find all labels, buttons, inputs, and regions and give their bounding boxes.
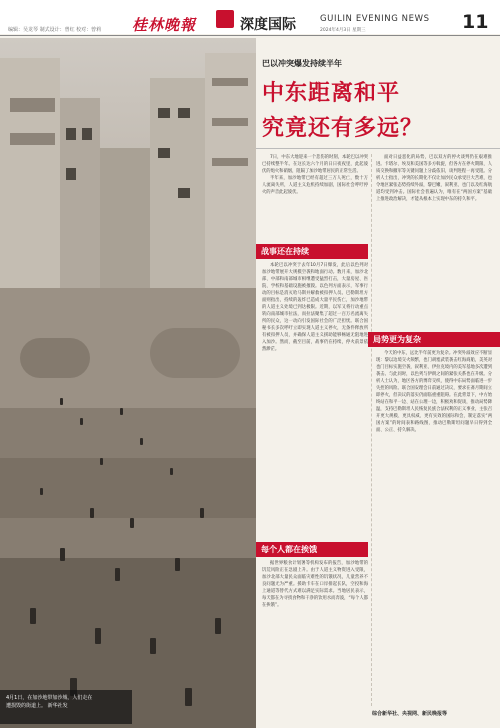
section-body-complex [376,350,492,706]
source-credit: 综合新华社、央视网、新民晚报等 [372,711,448,717]
body-paragraph: 据世界粮食计划署等机构发布的报告，加沙地带的饥荒风险正在急剧上升。由于人道主义物资进入受限，加沙北部大量民众面临灾难性的饥饿状况，儿童营养不良问题尤为严重。援助卡车在口岸排起长队，空投和海上通道等替代方式难以满足实际需求。当地居民表示，每天都在为寻找食物和干净的饮用水而奔波，“每个人都在挨饿”。 [262,561,368,608]
header-divider [0,35,500,36]
masthead-editor-note: 编辑：吴龙琴 制式设计：曾红 校对：曾莉 [8,27,102,33]
section-heading-hunger: 每个人都在挨饿 [256,542,368,557]
issue-date: 2024年4月3日 星期三 [320,28,366,33]
intro-paragraph: 半年来，加沙地带已经有超过三万人死亡，数十万人流离失所，人道主义危机持续加剧，国际社会呼吁停火的声音此起彼伏。 [262,176,368,195]
headline-line-2: 究竟还有多远？ [262,116,424,141]
headline-line-1: 中东距离和平 [262,81,401,106]
intro-paragraph: 面对日益恶化的局势，巴以双方的停火谈判仍在艰难推进。卡塔尔、埃及和美国等多方斡旋，但各方在停火期限、人质交换和撤军等关键问题上分歧依旧，谈判进程一再受阻。分析人士指出，冲突的长期化不仅让加沙民众承受巨大苦难，也令地区紧张态势持续外溢，黎巴嫩、叙利亚、也门以及红海航道均受到冲击。国际社会普遍认为，唯有在“两国方案”基础上推进政治解决，才能从根本上实现中东的持久和平。 [376,155,492,202]
title-divider [256,148,500,149]
article-kicker: 巴以冲突爆发持续半年 [262,59,342,68]
intro-column-left [262,154,368,242]
caption-line-2: 遭损毁的街道上。 新华社发 [6,703,68,709]
column-divider [371,154,372,706]
newspaper-logo: 桂林晚報 [132,16,197,34]
photo-caption [0,690,132,724]
english-masthead: GUILIN EVENING NEWS [320,14,430,24]
section-heading-fighting: 战事还在持续 [256,244,368,259]
section-title: 深度国际 [240,17,296,33]
news-photo [0,38,256,724]
section-body-hunger [262,560,368,710]
intro-column-right [376,154,492,330]
section-body-fighting [262,262,368,540]
body-paragraph: 今天的中东，远比半年前更为复杂。冲突外溢效应不断显现：黎以边境交火频繁，也门胡塞武装袭击红海商船，美英对也门目标实施空袭，叙利亚、伊拉克境内的美军基地多次遭到袭击。与此同时，以色列与伊朗之间的紧张关系也在升级。分析人士认为，地区各方的博弈交织，使得中东局势面临进一步失控的风险。联合国安理会日前通过决议，要求在斋月期间立即停火，但决议的落实仍面临重重阻碍。在此背景下，中方始终站在和平一边、站在公理一边，积极劝和促谈，推动局势降温，支持巴勒斯坦人民恢复民族合法权利的正义事业，主张召开更大规模、更具权威、更有实效的国际和会，制定落实“两国方案”的时间表和路线图，推动巴勒斯坦问题早日得到全面、公正、持久解决。 [376,351,492,433]
section-heading-complex: 局势更为复杂 [368,332,500,347]
caption-line-1: 4月1日，在加沙地带加沙城，人们走在 [6,695,93,701]
body-paragraph: 本轮巴以冲突于去年10月7日爆发，此后以色列对加沙地带展开大规模空袭和地面行动。数月来，加沙北部、中部和南部城市相继遭受猛烈打击，大量房屋、医院、学校和基础设施被摧毁。以色列方面表示，军事行动的目标是消灭哈马斯并解救被扣押人员。巴勒斯坦方面则指出，持续的轰炸已造成大量平民伤亡，加沙地带的人道主义处境已到达极限。近期，以军又将行动重点转向南部城市拉法，而拉法聚集了超过一百万名流离失所的民众，这一动向引发国际社会的广泛担忧。联合国秘书长多次呼吁立即实现人道主义停火，无条件释放所有被扣押人员，并确保人道主义援助能够畅通无阻地进入加沙。然而，截至目前，战事仍在持续，停火前景依然渺茫。 [262,263,368,352]
logo-mark-icon [216,10,234,28]
page-number: 11 [462,11,489,33]
intro-paragraph: 7日，中东大地迎来一个悲伤的时刻，本轮巴以冲突已持续整半年。在这长达六个月的日日夜夜里，此起彼伏的炮火和硝烟，阻隔了加沙地带居民的正常生活。 [262,155,368,174]
